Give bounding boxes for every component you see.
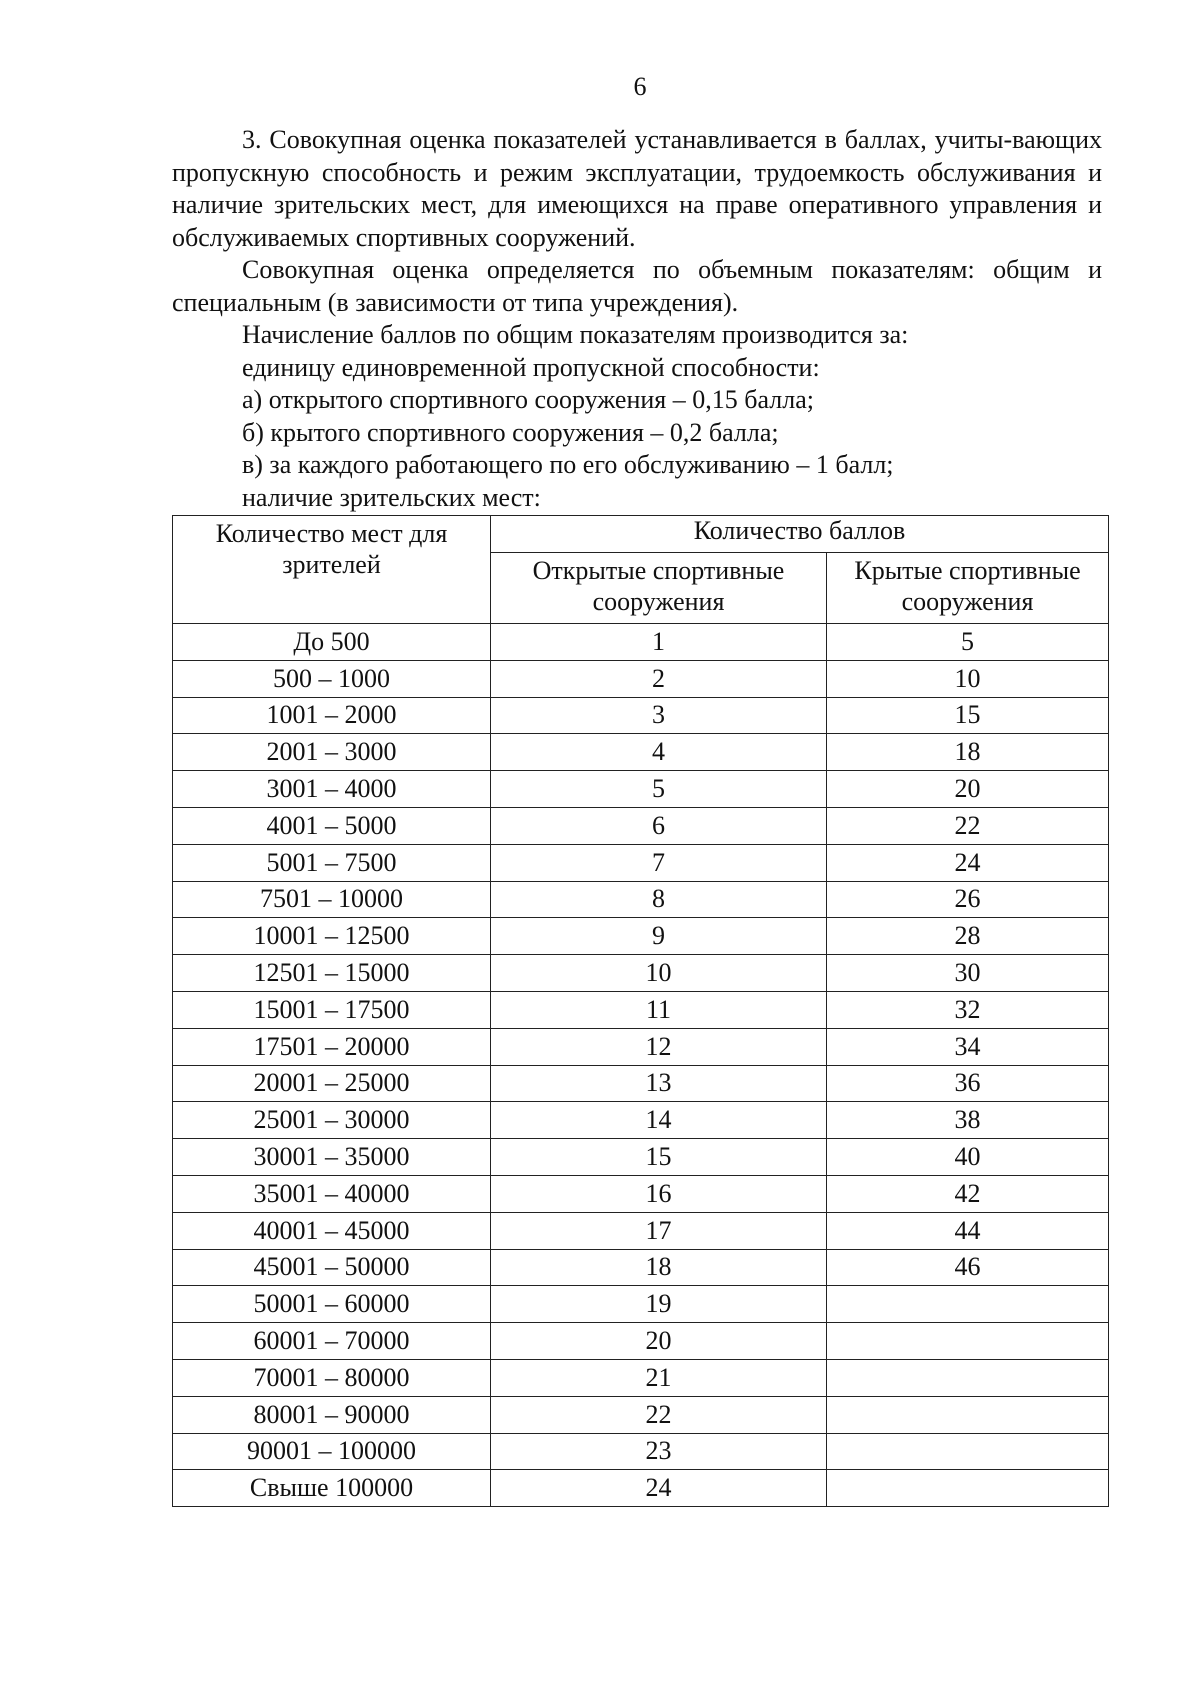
cell-covered-points: 34	[827, 1028, 1109, 1065]
table-row	[173, 1175, 1109, 1212]
cell-open-points: 13	[491, 1065, 827, 1102]
cell-seats-range: 17501 – 20000	[173, 1028, 491, 1065]
cell-seats-range: 35001 – 40000	[173, 1175, 491, 1212]
spectator-seats-score-table	[172, 515, 1109, 1507]
cell-open-points: 18	[491, 1249, 827, 1286]
cell-seats-range: 45001 – 50000	[173, 1249, 491, 1286]
cell-covered-points: 24	[827, 844, 1109, 881]
cell-open-points: 1	[491, 624, 827, 661]
cell-seats-range: 60001 – 70000	[173, 1323, 491, 1360]
cell-open-points: 9	[491, 918, 827, 955]
cell-seats-range: 10001 – 12500	[173, 918, 491, 955]
cell-open-points: 11	[491, 991, 827, 1028]
table-row	[173, 807, 1109, 844]
table-row	[173, 991, 1109, 1028]
cell-open-points: 22	[491, 1396, 827, 1433]
cell-covered-points: 20	[827, 771, 1109, 808]
body-text	[172, 124, 1102, 514]
cell-covered-points: 5	[827, 624, 1109, 661]
cell-open-points: 21	[491, 1359, 827, 1396]
cell-covered-points: 38	[827, 1102, 1109, 1139]
cell-open-points: 6	[491, 807, 827, 844]
table-row	[173, 1286, 1109, 1323]
cell-seats-range: 30001 – 35000	[173, 1139, 491, 1176]
cell-covered-points	[827, 1470, 1109, 1507]
cell-open-points: 24	[491, 1470, 827, 1507]
table-row	[173, 697, 1109, 734]
header-seats: Количество мест для зрителей	[173, 516, 491, 624]
table-row	[173, 624, 1109, 661]
cell-covered-points	[827, 1323, 1109, 1360]
table-row	[173, 660, 1109, 697]
cell-seats-range: 5001 – 7500	[173, 844, 491, 881]
line-spectator-seats: наличие зрительских мест:	[242, 482, 541, 512]
cell-open-points: 3	[491, 697, 827, 734]
cell-open-points: 5	[491, 771, 827, 808]
table-row	[173, 955, 1109, 992]
cell-seats-range: Свыше 100000	[173, 1470, 491, 1507]
cell-open-points: 17	[491, 1212, 827, 1249]
cell-seats-range: 90001 – 100000	[173, 1433, 491, 1470]
cell-covered-points: 36	[827, 1065, 1109, 1102]
cell-covered-points: 28	[827, 918, 1109, 955]
table-row	[173, 1139, 1109, 1176]
cell-open-points: 15	[491, 1139, 827, 1176]
cell-seats-range: 4001 – 5000	[173, 807, 491, 844]
table-row	[173, 1433, 1109, 1470]
cell-covered-points: 42	[827, 1175, 1109, 1212]
table-row	[173, 771, 1109, 808]
cell-covered-points: 18	[827, 734, 1109, 771]
cell-open-points: 4	[491, 734, 827, 771]
cell-seats-range: 80001 – 90000	[173, 1396, 491, 1433]
table-row	[173, 881, 1109, 918]
cell-seats-range: 2001 – 3000	[173, 734, 491, 771]
cell-open-points: 23	[491, 1433, 827, 1470]
line-covered-facility: б) крытого спортивного сооружения – 0,2 балла;	[242, 417, 779, 447]
cell-covered-points: 15	[827, 697, 1109, 734]
cell-seats-range: 7501 – 10000	[173, 881, 491, 918]
header-points-group: Количество баллов	[491, 516, 1109, 553]
cell-covered-points: 46	[827, 1249, 1109, 1286]
table-row	[173, 1323, 1109, 1360]
page-number: 6	[633, 72, 647, 101]
table-row	[173, 1249, 1109, 1286]
paragraph-1: 3. Совокупная оценка показателей устанавливается в баллах, учиты-вающих пропускную способность и режим эксплуатации, трудоемкость обслуживания и наличие зрительских мест, для имеющихся на праве оперативного управления и обслуживаемых спортивных сооружений.	[172, 125, 1102, 252]
cell-covered-points	[827, 1396, 1109, 1433]
cell-open-points: 20	[491, 1323, 827, 1360]
cell-seats-range: 25001 – 30000	[173, 1102, 491, 1139]
cell-open-points: 16	[491, 1175, 827, 1212]
table-row	[173, 1396, 1109, 1433]
cell-open-points: 19	[491, 1286, 827, 1323]
cell-covered-points: 44	[827, 1212, 1109, 1249]
table-row	[173, 1470, 1109, 1507]
table-row	[173, 1028, 1109, 1065]
cell-covered-points: 40	[827, 1139, 1109, 1176]
cell-seats-range: 70001 – 80000	[173, 1359, 491, 1396]
cell-seats-range: 12501 – 15000	[173, 955, 491, 992]
cell-covered-points: 22	[827, 807, 1109, 844]
cell-open-points: 2	[491, 660, 827, 697]
cell-seats-range: 3001 – 4000	[173, 771, 491, 808]
table-row	[173, 918, 1109, 955]
table-row	[173, 734, 1109, 771]
cell-covered-points	[827, 1286, 1109, 1323]
table-row	[173, 1065, 1109, 1102]
cell-open-points: 8	[491, 881, 827, 918]
cell-open-points: 7	[491, 844, 827, 881]
table-row	[173, 1102, 1109, 1139]
table-row	[173, 1212, 1109, 1249]
table-row	[173, 844, 1109, 881]
cell-covered-points: 10	[827, 660, 1109, 697]
line-open-facility: а) открытого спортивного сооружения – 0,15 балла;	[242, 385, 814, 414]
table-header-row	[173, 516, 1109, 553]
paragraph-2: Совокупная оценка определяется по объемным показателям: общим и специальным (в зависимости от типа учреждения).	[172, 255, 1102, 317]
cell-seats-range: До 500	[173, 624, 491, 661]
cell-seats-range: 40001 – 45000	[173, 1212, 491, 1249]
cell-covered-points: 30	[827, 955, 1109, 992]
line-capacity-unit: единицу единовременной пропускной способности:	[242, 352, 820, 382]
cell-open-points: 14	[491, 1102, 827, 1139]
cell-seats-range: 500 – 1000	[173, 660, 491, 697]
line-scoring-intro: Начисление баллов по общим показателям производится за:	[242, 320, 909, 349]
header-covered-facilities: Крытые спортивные сооружения	[827, 553, 1109, 624]
cell-seats-range: 1001 – 2000	[173, 697, 491, 734]
cell-seats-range: 15001 – 17500	[173, 991, 491, 1028]
cell-seats-range: 20001 – 25000	[173, 1065, 491, 1102]
table-row	[173, 1359, 1109, 1396]
cell-open-points: 12	[491, 1028, 827, 1065]
cell-covered-points	[827, 1433, 1109, 1470]
cell-covered-points	[827, 1359, 1109, 1396]
header-open-facilities: Открытые спортивные сооружения	[491, 553, 827, 624]
cell-covered-points: 26	[827, 881, 1109, 918]
cell-seats-range: 50001 – 60000	[173, 1286, 491, 1323]
line-per-worker: в) за каждого работающего по его обслуживанию – 1 балл;	[242, 450, 894, 479]
cell-open-points: 10	[491, 955, 827, 992]
table-body	[173, 624, 1109, 1507]
cell-covered-points: 32	[827, 991, 1109, 1028]
